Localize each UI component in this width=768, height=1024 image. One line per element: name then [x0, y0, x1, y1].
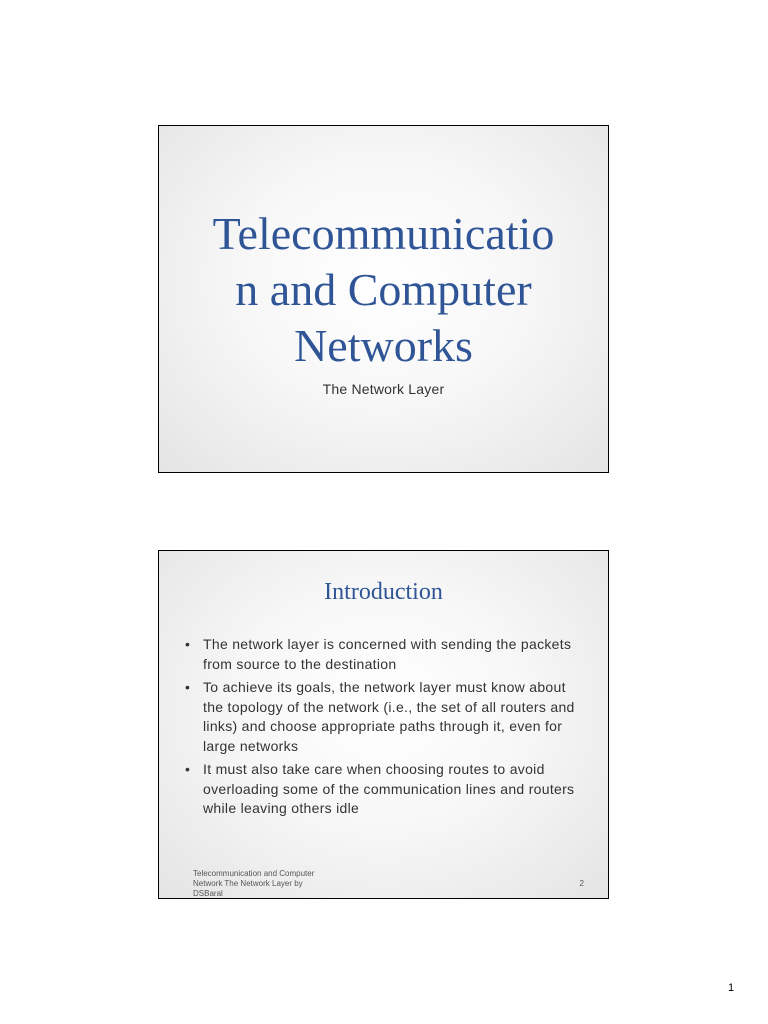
- bullet-list: [185, 635, 588, 823]
- bullet-dot-icon: •: [185, 636, 191, 652]
- slide-2: [158, 550, 609, 899]
- bullet-text-2: To achieve its goals, the network layer must know about the topology of the network (i.e., the set of all routers and links) and choose appropriate paths through it, even for large networks: [203, 679, 575, 754]
- slide-1: [158, 125, 609, 473]
- footer-line-1: Telecommunication and Computer: [193, 869, 315, 878]
- bullet-item-3: [185, 760, 588, 819]
- footer-line-2: Network The Network Layer by: [193, 879, 303, 888]
- slide-1-title-line-3: Networks: [294, 320, 473, 371]
- bullet-text-3: It must also take care when choosing routes to avoid overloading some of the communication lines and routers while leaving others idle: [203, 761, 575, 816]
- slide-1-title: [179, 206, 588, 374]
- slide-1-title-line-1: Telecommunicatio: [212, 208, 555, 259]
- bullet-dot-icon: •: [185, 761, 191, 777]
- slide-footer: [193, 869, 353, 899]
- slide-1-title-line-2: n and Computer: [235, 264, 532, 315]
- slide-number: 2: [579, 879, 584, 888]
- bullet-dot-icon: •: [185, 679, 191, 695]
- bullet-item-1: [185, 635, 588, 674]
- slide-2-title: Introduction: [324, 579, 443, 605]
- footer-line-3: DSBaral: [193, 889, 223, 898]
- page-number: 1: [728, 982, 735, 994]
- bullet-text-1: The network layer is concerned with sending the packets from source to the destination: [203, 636, 572, 672]
- bullet-item-2: [185, 678, 588, 756]
- slide-1-subtitle: The Network Layer: [322, 381, 445, 397]
